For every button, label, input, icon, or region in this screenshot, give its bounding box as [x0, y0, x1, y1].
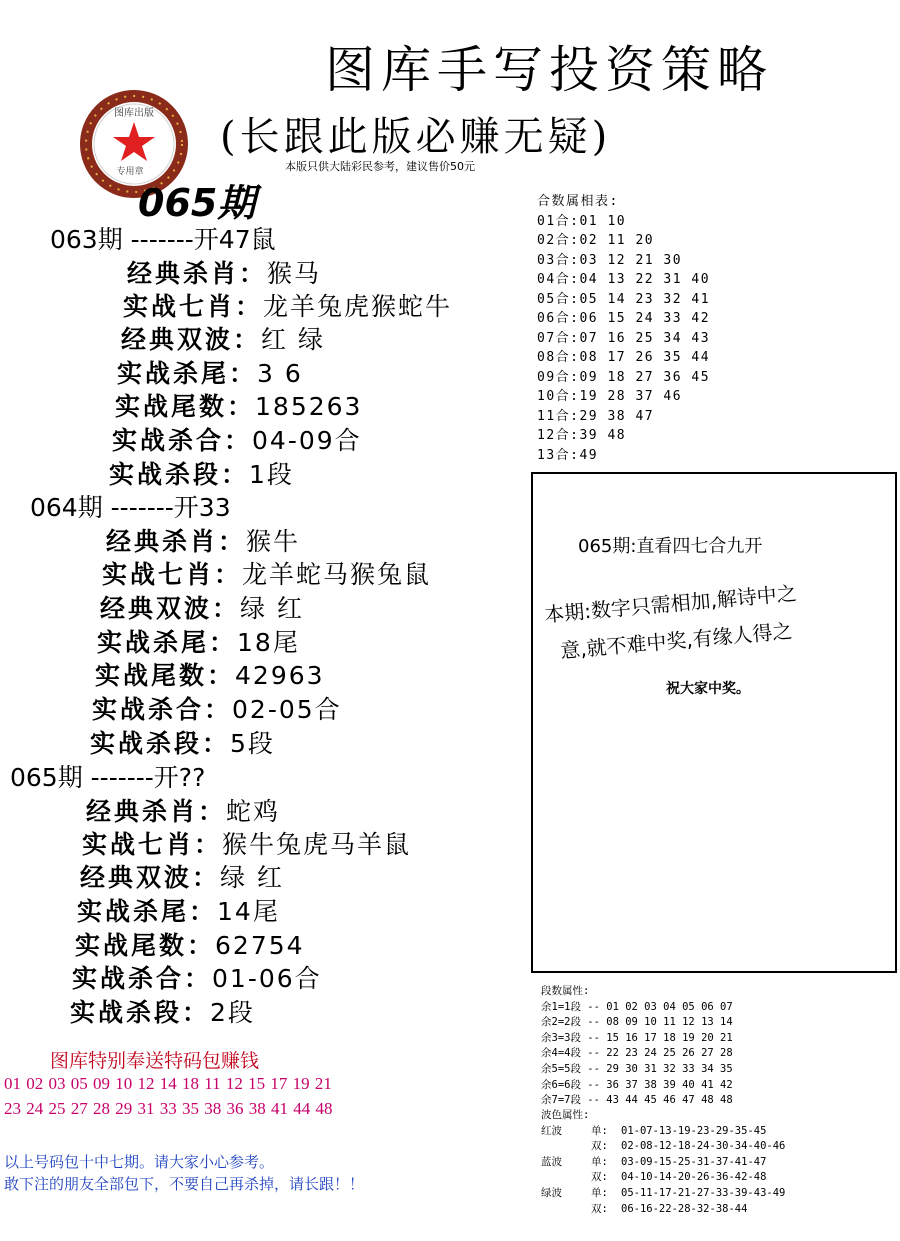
segment-row: 余2=2段 -- 08 09 10 11 12 13 14	[541, 1016, 733, 1029]
segment-row: 余7=7段 -- 43 44 45 46 47 48 48	[541, 1094, 733, 1107]
issue-item: 实战杀尾：14尾	[77, 897, 280, 926]
issue-header: 064期 -------开33	[30, 493, 231, 522]
issue-item: 经典双波：红 绿	[121, 325, 325, 354]
footer-note: 以上号码包十中七期。请大家小心参考。	[4, 1153, 275, 1171]
poem-box	[531, 472, 897, 973]
issue-item: 实战七肖：猴牛兔虎马羊鼠	[82, 830, 412, 859]
wave-row: 红波 单: 01-07-13-19-23-29-35-45	[541, 1124, 767, 1137]
he-table-row: 01合:01 10	[537, 213, 627, 229]
segment-row: 余5=5段 -- 29 30 31 32 33 34 35	[541, 1062, 733, 1075]
he-table-row: 05合:05 14 23 32 41	[537, 291, 711, 307]
issue-item: 实战尾数：185263	[115, 392, 363, 421]
he-table-row: 04合:04 13 22 31 40	[537, 272, 711, 287]
poem-line: 065期:直看四七合九开	[578, 536, 763, 557]
poem-line: 本期:数字只需相加,解诗中之	[543, 580, 798, 627]
segment-table-title: 段数属性:	[541, 985, 590, 997]
wave-row: 蓝波 单: 03-09-15-25-31-37-41-47	[541, 1155, 767, 1168]
he-table-row: 11合:29 38 47	[537, 408, 655, 424]
wave-row: 双: 02-08-12-18-24-30-34-40-46	[591, 1140, 786, 1153]
issue-item: 实战杀段：2段	[70, 998, 255, 1027]
he-table-row: 07合:07 16 25 34 43	[537, 330, 711, 346]
he-table-row: 02合:02 11 20	[537, 233, 655, 248]
gift-numbers-row: 23 24 25 27 28 29 31 33 35 38 36 38 41 44 48	[4, 1099, 333, 1118]
price-note: 本版只供大陆彩民参考，建议售价50元	[285, 160, 475, 173]
he-table-row: 06合:06 15 24 33 42	[537, 311, 711, 326]
issue-item: 实战七肖：龙羊兔虎猴蛇牛	[123, 292, 453, 321]
wave-row: 绿波 单: 05-11-17-21-27-33-39-43-49	[541, 1186, 786, 1199]
segment-row: 余3=3段 -- 15 16 17 18 19 20 21	[541, 1031, 733, 1044]
segment-row: 余6=6段 -- 36 37 38 39 40 41 42	[541, 1078, 733, 1091]
issue-item: 经典杀肖：蛇鸡	[86, 797, 281, 826]
issue-item: 实战七肖：龙羊蛇马猴兔鼠	[102, 560, 432, 589]
stamp-top-text: 图库出版	[114, 108, 154, 119]
segment-row: 余4=4段 -- 22 23 24 25 26 27 28	[541, 1047, 733, 1060]
issue-item: 实战杀段：5段	[90, 729, 275, 758]
issue-item: 实战杀合：01-06合	[72, 964, 322, 993]
issue-item: 实战杀合：04-09合	[112, 426, 362, 455]
issue-item: 实战杀合：02-05合	[92, 695, 342, 724]
issue-item: 实战尾数：62754	[75, 931, 305, 960]
he-table-title: 合数属相表:	[537, 194, 619, 209]
stamp-bottom-text: 专用章	[116, 167, 144, 177]
issue-item: 经典杀肖：猴马	[127, 259, 322, 288]
segment-row: 余1=1段 -- 01 02 03 04 05 06 07	[541, 1000, 733, 1013]
he-table-row: 12合:39 48	[537, 428, 627, 443]
issue-item: 实战杀尾：18尾	[97, 628, 300, 657]
wave-row: 双: 06-16-22-28-32-38-44	[591, 1202, 748, 1215]
page-title: 图库手写投资策略	[325, 41, 773, 99]
he-table-row: 10合:19 28 37 46	[537, 389, 683, 404]
gift-numbers-row: 01 02 03 05 09 10 12 14 18 11 12 15 17 19 21	[4, 1074, 332, 1093]
issue-item: 实战尾数：42963	[95, 661, 325, 690]
wave-table	[541, 1108, 896, 1217]
poem-line: 意,就不难中奖,有缘人得之	[559, 618, 794, 663]
poem-blessing: 祝大家中奖。	[666, 681, 750, 697]
gift-title: 图库特别奉送特码包赚钱	[50, 1050, 260, 1072]
page-subtitle: (长跟此版必赚无疑)	[220, 114, 612, 160]
issue-item: 实战杀段：1段	[109, 460, 294, 489]
issue-item: 经典双波：绿 红	[100, 594, 304, 623]
he-table-row: 03合:03 12 21 30	[537, 252, 683, 268]
wave-row: 双: 04-10-14-20-26-36-42-48	[591, 1171, 767, 1184]
he-table-row: 13合:49	[537, 447, 599, 463]
footer-note: 敢下注的朋友全部包下，不要自己再杀掉，请长跟！！	[4, 1175, 365, 1193]
current-issue: 065期	[138, 181, 256, 225]
he-table-row: 08合:08 17 26 35 44	[537, 350, 711, 365]
issue-item: 经典杀肖：猴牛	[106, 527, 301, 556]
he-table	[537, 192, 710, 465]
segment-table	[541, 984, 733, 1109]
issue-header: 063期 -------开47鼠	[50, 225, 276, 254]
he-table-row: 09合:09 18 27 36 45	[537, 369, 711, 385]
issue-item: 经典双波：绿 红	[80, 863, 284, 892]
issue-item: 实战杀尾：3 6	[117, 359, 303, 388]
issue-header: 065期 -------开??	[10, 763, 206, 792]
wave-table-title: 波色属性:	[541, 1109, 590, 1121]
